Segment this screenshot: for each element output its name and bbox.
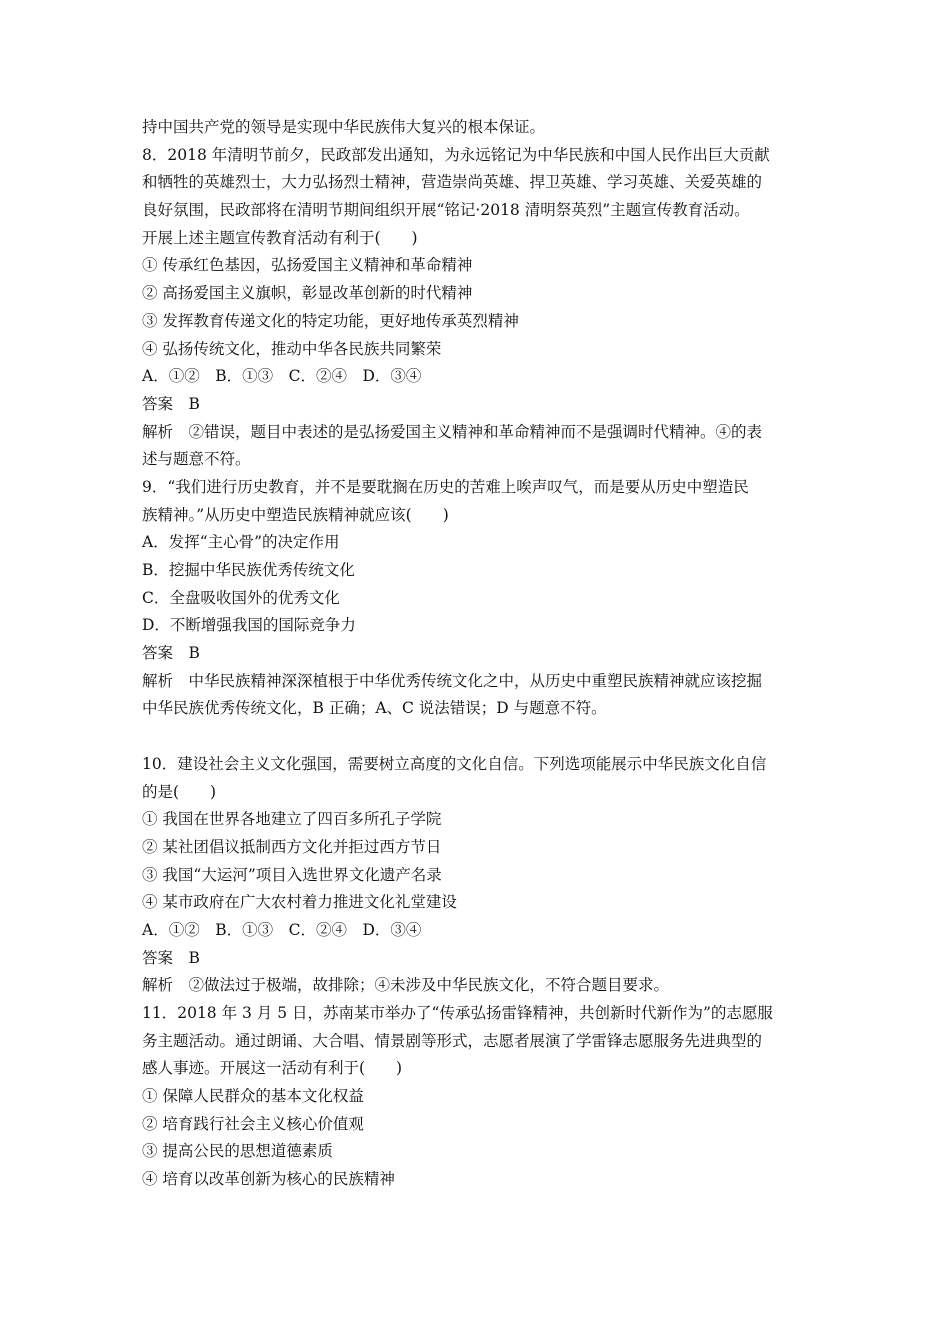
text-line: 和牺牲的英雄烈士，大力弘扬烈士精神，营造崇尚英雄、捍卫英雄、学习英雄、关爱英雄的 bbox=[142, 173, 763, 192]
answer-line: 答案 B bbox=[142, 948, 200, 967]
statement-3: ③ 发挥教育传递文化的特定功能，更好地传承英烈精神 bbox=[142, 311, 519, 330]
question-11-stem: 11．2018 年 3 月 5 日，苏南某市举办了“传承弘扬雷锋精神，共创新时代新作为”的志愿服 bbox=[142, 1004, 773, 1022]
section-b bbox=[142, 751, 822, 1194]
option-c: C．全盘吸收国外的优秀文化 bbox=[142, 588, 340, 607]
text-line: 务主题活动。通过朗诵、大合唱、情景剧等形式，志愿者展演了学雷锋志愿服务先进典型的 bbox=[142, 1031, 763, 1050]
text-line: 的是( ) bbox=[142, 782, 217, 801]
statement-4: ④ 某市政府在广大农村着力推进文化礼堂建设 bbox=[142, 893, 457, 912]
text-line: 持中国共产党的领导是实现中华民族伟大复兴的根本保证。 bbox=[142, 118, 546, 136]
option-a: A．发挥“主心骨”的决定作用 bbox=[142, 533, 340, 552]
text-line: 开展上述主题宣传教育活动有利于( ) bbox=[142, 228, 418, 247]
statement-1: ① 保障人民群众的基本文化权益 bbox=[142, 1087, 364, 1106]
explanation-line: 解析 ②做法过于极端，故排除；④未涉及中华民族文化，不符合题目要求。 bbox=[142, 976, 670, 995]
text-line: 良好氛围，民政部将在清明节期间组织开展“铭记·2018 清明祭英烈”主题宣传教育活动。 bbox=[142, 201, 750, 220]
option-d: D．不断增强我国的国际竞争力 bbox=[142, 616, 356, 635]
question-8-stem: 8．2018 年清明节前夕，民政部发出通知，为永远铭记为中华民族和中国人民作出巨大贡献 bbox=[142, 145, 770, 164]
text-line: 述与题意不符。 bbox=[142, 450, 251, 469]
answer-line: 答案 B bbox=[142, 644, 200, 663]
answer-choices: A．①② B．①③ C．②④ D．③④ bbox=[142, 367, 422, 386]
blank-line bbox=[142, 723, 822, 751]
statement-2: ② 培育践行社会主义核心价值观 bbox=[142, 1114, 364, 1133]
question-9-stem: 9．“我们进行历史教育，并不是要耽搁在历史的苦难上唉声叹气，而是要从历史中塑造民 bbox=[142, 477, 749, 496]
section-a bbox=[142, 114, 822, 723]
statement-2: ② 高扬爱国主义旗帜，彰显改革创新的时代精神 bbox=[142, 284, 473, 303]
text-line: 中华民族优秀传统文化，B 正确；A、C 说法错误；D 与题意不符。 bbox=[142, 699, 607, 718]
statement-1: ① 我国在世界各地建立了四百多所孔子学院 bbox=[142, 810, 442, 829]
statement-3: ③ 我国“大运河”项目入选世界文化遗产名录 bbox=[142, 865, 442, 884]
explanation-line: 解析 中华民族精神深深植根于中华优秀传统文化之中，从历史中重塑民族精神就应该挖掘 bbox=[142, 671, 763, 690]
statement-4: ④ 弘扬传统文化，推动中华各民族共同繁荣 bbox=[142, 339, 442, 358]
question-10-stem: 10．建设社会主义文化强国，需要树立高度的文化自信。下列选项能展示中华民族文化自信 bbox=[142, 754, 767, 773]
answer-choices: A．①② B．①③ C．②④ D．③④ bbox=[142, 920, 422, 939]
document-page bbox=[142, 114, 822, 1194]
statement-2: ② 某社团倡议抵制西方文化并拒过西方节日 bbox=[142, 837, 442, 856]
statement-1: ① 传承红色基因，弘扬爱国主义精神和革命精神 bbox=[142, 256, 473, 275]
text-line: 族精神。”从历史中塑造民族精神就应该( ) bbox=[142, 505, 449, 524]
text-line: 感人事迹。开展这一活动有利于( ) bbox=[142, 1059, 403, 1078]
answer-line: 答案 B bbox=[142, 394, 200, 413]
statement-3: ③ 提高公民的思想道德素质 bbox=[142, 1142, 333, 1161]
option-b: B．挖掘中华民族优秀传统文化 bbox=[142, 561, 355, 579]
explanation-line: 解析 ②错误，题目中表述的是弘扬爱国主义精神和革命精神而不是强调时代精神。④的表 bbox=[142, 422, 763, 441]
statement-4: ④ 培育以改革创新为核心的民族精神 bbox=[142, 1170, 395, 1189]
